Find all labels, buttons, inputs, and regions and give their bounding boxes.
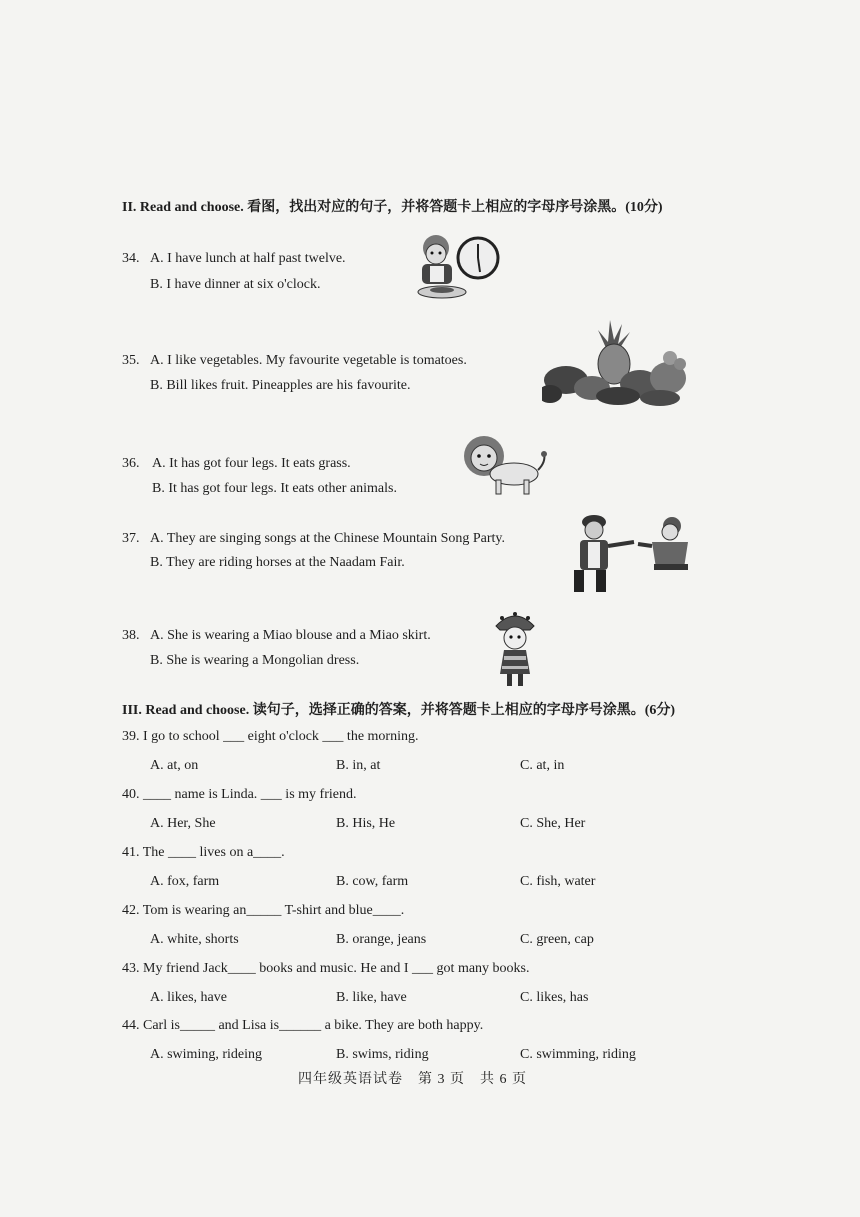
question-41-text: 41. The ____ lives on a____. — [122, 845, 285, 860]
question-42-option-c: C. green, cap — [520, 932, 594, 947]
page-footer: 四年级英语试卷 第 3 页 共 6 页 — [298, 1072, 527, 1087]
question-36-number: 36. — [122, 456, 140, 471]
question-40-text: 40. ____ name is Linda. ___ is my friend. — [122, 787, 357, 802]
question-39-option-c: C. at, in — [520, 758, 565, 773]
question-34-option-b: B. I have dinner at six o'clock. — [150, 277, 321, 292]
question-37-number: 37. — [122, 531, 140, 546]
question-35-number: 35. — [122, 353, 140, 368]
question-39-option-b: B. in, at — [336, 758, 381, 773]
boy-eating-clock-icon — [412, 228, 502, 304]
miao-girl-icon — [490, 610, 540, 688]
question-41-option-a: A. fox, farm — [150, 874, 220, 889]
question-39-text: 39. I go to school ___ eight o'clock ___ the morning. — [122, 729, 419, 744]
question-41-option-b: B. cow, farm — [336, 874, 409, 889]
question-38-option-a: A. She is wearing a Miao blouse and a Miao skirt. — [150, 628, 431, 643]
question-39-option-a: A. at, on — [150, 758, 199, 773]
question-44-option-b: B. swims, riding — [336, 1047, 429, 1062]
question-38-option-b: B. She is wearing a Mongolian dress. — [150, 653, 360, 668]
question-35-option-b: B. Bill likes fruit. Pineapples are his favourite. — [150, 378, 411, 393]
question-41-option-c: C. fish, water — [520, 874, 596, 889]
question-40-option-b: B. His, He — [336, 816, 396, 831]
question-36-option-b: B. It has got four legs. It eats other animals. — [152, 481, 397, 496]
section2-title: II. Read and choose. 看图，找出对应的句子，并将答题卡上相应的字母序号涂黑。(10分) — [122, 200, 663, 215]
lion-icon — [462, 432, 550, 498]
question-40-option-c: C. She, Her — [520, 816, 586, 831]
question-44-option-c: C. swimming, riding — [520, 1047, 636, 1062]
question-43-text: 43. My friend Jack____ books and music. He and I ___ got many books. — [122, 961, 530, 976]
question-37-option-b: B. They are riding horses at the Naadam Fair. — [150, 555, 405, 570]
question-44-option-a: A. swiming, rideing — [150, 1047, 262, 1062]
fruit-pile-icon — [542, 318, 690, 406]
question-34-option-a: A. I have lunch at half past twelve. — [150, 251, 346, 266]
question-36-option-a: A. It has got four legs. It eats grass. — [152, 456, 351, 471]
question-43-option-b: B. like, have — [336, 990, 407, 1005]
section3-title: III. Read and choose. 读句子，选择正确的答案，并将答题卡上相应的字母序号涂黑。(6分) — [122, 703, 676, 718]
question-37-option-a: A. They are singing songs at the Chinese Mountain Song Party. — [150, 531, 506, 546]
question-43-option-a: A. likes, have — [150, 990, 227, 1005]
question-40-option-a: A. Her, She — [150, 816, 216, 831]
question-44-text: 44. Carl is_____ and Lisa is______ a bike. They are both happy. — [122, 1018, 484, 1033]
question-42-text: 42. Tom is wearing an_____ T-shirt and blue____. — [122, 903, 405, 918]
singers-icon — [568, 512, 690, 594]
question-42-option-b: B. orange, jeans — [336, 932, 427, 947]
question-34-number: 34. — [122, 251, 140, 266]
question-38-number: 38. — [122, 628, 140, 643]
question-42-option-a: A. white, shorts — [150, 932, 239, 947]
question-35-option-a: A. I like vegetables. My favourite vegetable is tomatoes. — [150, 353, 467, 368]
question-43-option-c: C. likes, has — [520, 990, 589, 1005]
